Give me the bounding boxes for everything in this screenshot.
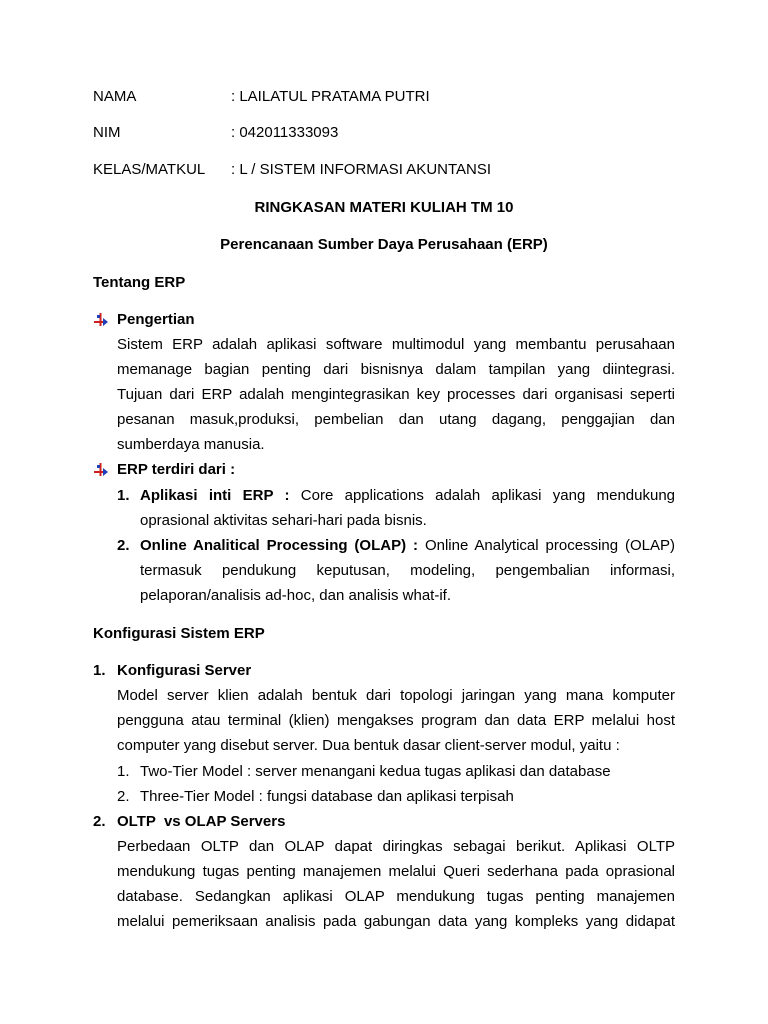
pengertian-line: Tujuan dari ERP adalah mengintegrasikan key processes dari organisasi seperti <box>117 386 675 403</box>
nim-value: : 042011333093 <box>231 124 339 141</box>
list-item <box>140 537 675 555</box>
oltp-olap-label: OLTP vs OLAP Servers <box>117 813 286 830</box>
paragraph-line: melalui pemeriksaan analisis pada gabungan data yang kompleks yang didapat <box>117 913 675 930</box>
list-item-line: oprasional aktivitas sehari-hari pada bisnis. <box>140 512 427 529</box>
sub-list-item: Two-Tier Model : server menangani kedua tugas aplikasi dan database <box>140 763 611 780</box>
section-heading-konfigurasi: Konfigurasi Sistem ERP <box>93 625 265 642</box>
sub-list-number: 2. <box>117 788 130 805</box>
list-number: 1. <box>117 487 130 504</box>
document-subtitle: Perencanaan Sumber Daya Perusahaan (ERP) <box>220 236 548 253</box>
nama-value: : LAILATUL PRATAMA PUTRI <box>231 88 430 105</box>
paragraph-line: database. Sedangkan aplikasi OLAP mendukung tugas penting manajemen <box>117 888 675 905</box>
list-number: 1. <box>93 662 106 679</box>
list-item-bold: Online Analitical Processing (OLAP) : <box>140 537 419 554</box>
list-item <box>140 487 675 505</box>
list-number: 2. <box>117 537 130 554</box>
pengertian-line: Sistem ERP adalah aplikasi software multimodul yang membantu perusahaan <box>117 336 675 353</box>
paragraph-line: pengguna atau terminal (klien) mengakses program dan data ERP melalui host <box>117 712 675 729</box>
paragraph-line: Model server klien adalah bentuk dari topologi jaringan yang mana komputer <box>117 687 675 704</box>
paragraph-line: Perbedaan OLTP dan OLAP dapat diringkas sebagai berikut. Aplikasi OLTP <box>117 838 675 855</box>
list-item-bold: Aplikasi inti ERP : <box>140 487 290 504</box>
arrow-bullet-icon <box>93 312 108 327</box>
section-heading-tentang: Tentang ERP <box>93 274 186 291</box>
kelas-label: KELAS/MATKUL <box>93 161 206 178</box>
document-title: RINGKASAN MATERI KULIAH TM 10 <box>254 199 514 216</box>
list-item-line: pelaporan/analisis ad-hoc, dan analisis what-if. <box>140 587 452 604</box>
paragraph-line: mendukung tugas penting manajemen melalui Queri sederhana pada oprasional <box>117 863 675 880</box>
arrow-bullet-icon <box>93 462 108 477</box>
list-item-text: Online Analytical processing (OLAP) <box>424 537 675 554</box>
pengertian-label: Pengertian <box>117 311 195 328</box>
sub-list-item: Three-Tier Model : fungsi database dan aplikasi terpisah <box>140 788 514 805</box>
pengertian-line: pesanan masuk,produksi, pembelian dan utang dagang, penggajian dan <box>117 411 675 428</box>
list-item-line: termasuk pendukung keputusan, modeling, pengembalian informasi, <box>140 562 675 579</box>
nama-label: NAMA <box>93 88 137 105</box>
nim-label: NIM <box>93 124 121 141</box>
list-number: 2. <box>93 813 106 830</box>
list-item-text: Core applications adalah aplikasi yang mendukung <box>300 487 675 504</box>
pengertian-line: sumberdaya manusia. <box>117 436 265 453</box>
sub-list-number: 1. <box>117 763 130 780</box>
pengertian-line: memanage bagian penting dari bisnisnya dalam tampilan yang diintegrasi. <box>117 361 675 378</box>
kelas-value: : L / SISTEM INFORMASI AKUNTANSI <box>231 161 492 178</box>
paragraph-line: computer yang disebut server. Dua bentuk dasar client-server modul, yaitu : <box>117 737 620 754</box>
erp-terdiri-label: ERP terdiri dari : <box>117 461 236 478</box>
konfigurasi-server-label: Konfigurasi Server <box>117 662 252 679</box>
